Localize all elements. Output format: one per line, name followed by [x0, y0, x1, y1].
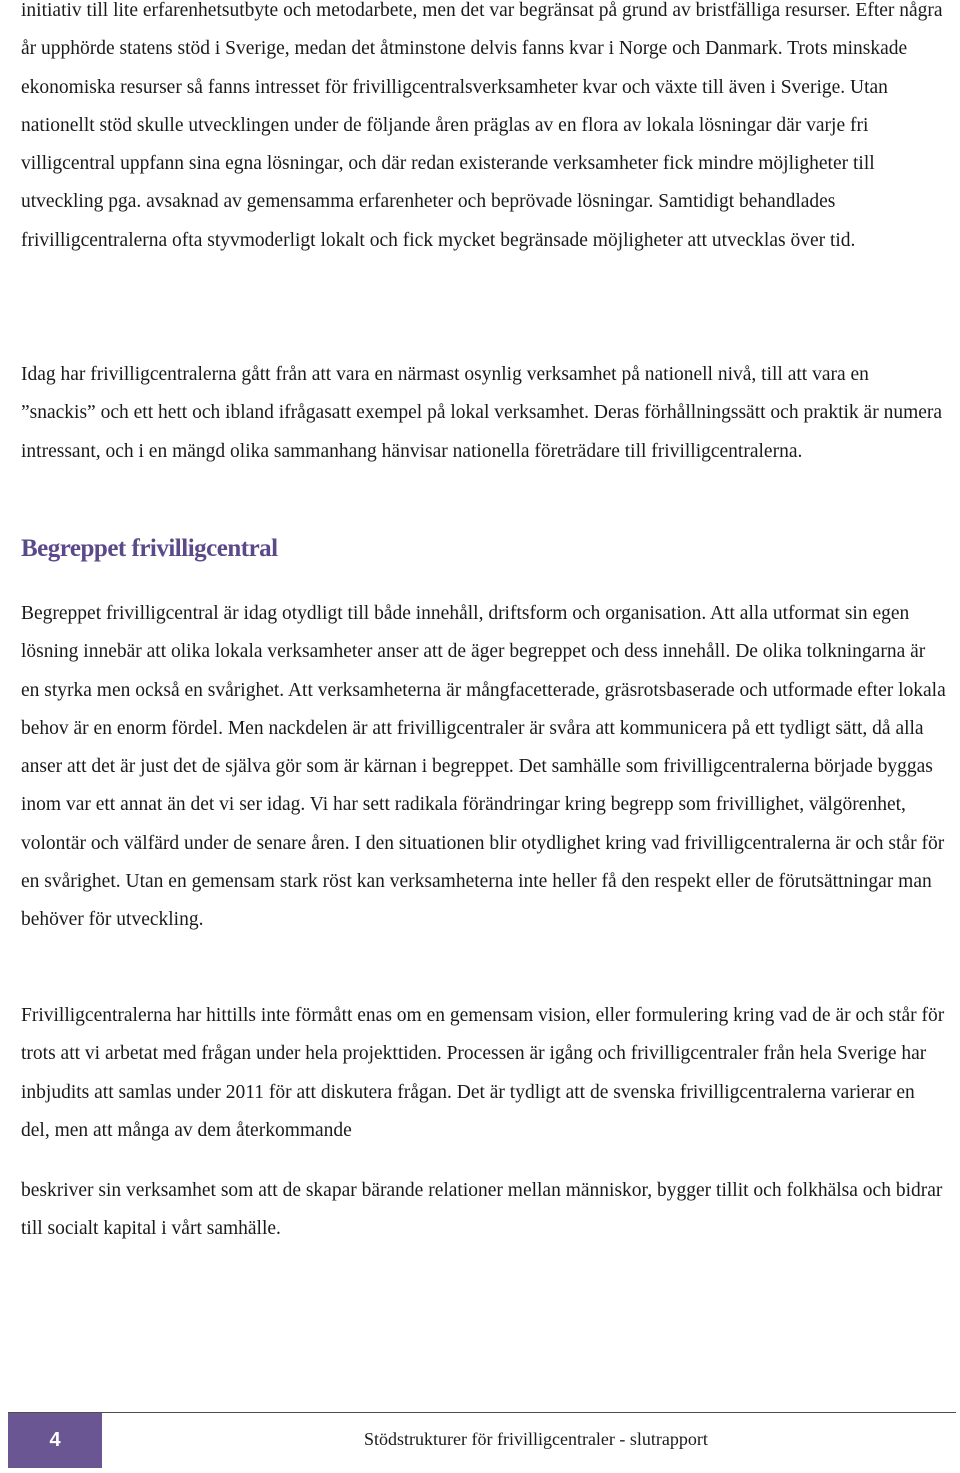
section-heading: Begreppet frivilligcentral [21, 535, 278, 562]
body-paragraph-2: Idag har frivilligcentralerna gått från att vara en närmast osynlig verksamhet på nationell nivå, till att vara en ”snackis” och ett hett och ibland ifrågasatt exempel på lokal verksamhet. Deras förhållningssätt och praktik är numera intressant, och i en mängd olika sammanhang hänvisar nationella företrädare till frivilligcentralerna. [21, 364, 943, 462]
page-number-box [8, 1413, 102, 1468]
footer-divider [8, 1412, 956, 1413]
body-paragraph-5: beskriver sin verksamhet som att de skapar bärande relationer mellan människor, bygger tillit och folkhälsa och bidrar till socialt kapital i vårt samhälle. [21, 1180, 943, 1240]
body-paragraph-3: Begreppet frivilligcentral är idag otydligt till både innehåll, driftsform och organisation. Att alla utformat sin egen lösning innebär att olika lokala verksamheter anser att de äger begreppet och dess innehåll. De olika tolkningarna är en styrka men också en svårighet. Att verksamheterna är mångfacetterade, gräsrotsbaserade och utformade efter lokala behov är en enorm fördel. Men nackdelen är att frivilligcentraler är svåra att kommunicera på ett tydligt sätt, då alla anser att det är just det de själva gör som är kärnan i begreppet. Det samhälle som frivilligcentralerna började byggas inom var ett annat än det vi ser idag. Vi har sett radikala förändringar kring begrepp som frivillighet, välgörenhet, volontär och välfärd under de senare åren. I den situationen blir otydlighet kring vad frivilligcentralerna är och står för en svårighet. Utan en gemensam stark röst kan verksamheterna inte heller få den respekt eller de förutsättningar man behöver för utveckling. [21, 603, 946, 931]
running-title: Stödstrukturer för frivilligcentraler - slutrapport [364, 1429, 708, 1449]
body-paragraph-4: Frivilligcentralerna har hittills inte förmått enas om en gemensam vision, eller formulering kring vad de är och står för trots att vi arbetat med frågan under hela projekttiden. Processen är igång och frivilligcentraler från hela Sverige har inbjudits att samlas under 2011 för att diskutera frågan. Det är tydligt att de svenska frivilligcentralerna varierar en del, men att många av dem återkommande [21, 1005, 945, 1141]
page-number: 4 [49, 1429, 61, 1451]
body-paragraph-1: initiativ till lite erfarenhetsutbyte och metodarbete, men det var begränsat på grund av bristfälliga resurser. Efter några år upphörde statens stöd i Sverige, medan det åtminstone delvis fanns kvar i Norge och Danmark. Trots minskade ekonomiska resurser så fanns intresset för frivilligcentralsverksamheter kvar och växte till även i Sverige. Utan nationellt stöd skulle utvecklingen under de följande åren präglas av en flora av lokala lösningar där varje fri villigcentral uppfann sina egna lösningar, och där redan existerande verksamheter fick mindre möjligheter till utveckling pga. avsaknad av gemensamma erfarenheter och beprövade lösningar. Samtidigt behandlades frivilligcentralerna ofta styvmoderligt lokalt och fick mycket begränsade möjligheter att utvecklas över tid. [21, 0, 943, 251]
